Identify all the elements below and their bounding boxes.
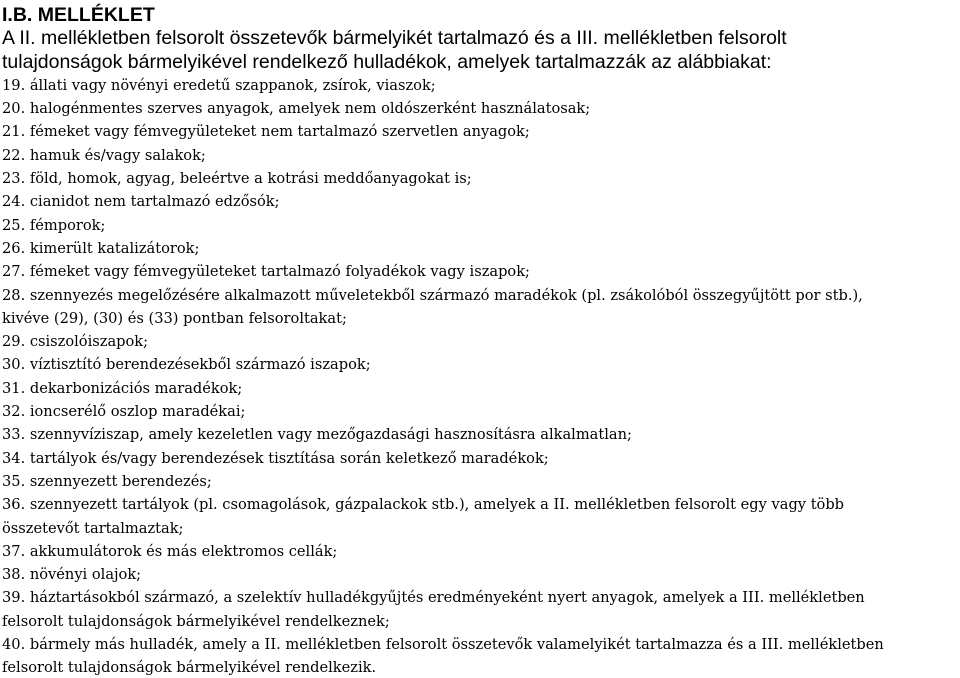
list-item-text: 37. akkumulátorok és más elektromos cellák; [2,542,338,560]
list-item-text: 38. növényi olajok; [2,566,142,584]
list-item [2,237,958,260]
list-item-text: 30. víztisztító berendezésekből származó iszapok; [2,356,371,374]
list-item-text: 36. szennyezett tartályok (pl. csomagolások, gázpalackok stb.), amelyek a II. mellékletben felsorolt egy vagy több [2,496,845,514]
list-item-text: 20. halogénmentes szerves anyagok, amelyek nem oldószerként használatosak; [2,100,591,118]
list-item [2,633,958,678]
list-item [2,377,958,400]
list-item-text: 32. ioncserélő oszlop maradékai; [2,403,246,421]
list-item-text: 24. cianidot nem tartalmazó edzősók; [2,193,280,211]
list-item-text: 35. szennyezett berendezés; [2,472,212,490]
list-item [2,447,958,470]
list-item-text: 31. dekarbonizációs maradékok; [2,379,243,397]
annex-heading: I.B. MELLÉKLET [2,4,155,26]
list-item [2,144,958,167]
list-item [2,493,958,540]
list-item-text: 19. állati vagy növényi eredetű szappanok, zsírok, viaszok; [2,76,436,94]
list-item-text: összetevőt tartalmaztak; [2,519,184,537]
list-item-text: 26. kimerült katalizátorok; [2,239,200,257]
list-item [2,563,958,586]
list-item-text: 40. bármely más hulladék, amely a II. mellékletben felsorolt összetevők valamelyikét tartalmazza és a III. mellékletben [2,636,884,654]
list-item [2,260,958,283]
list-item-text: 21. fémeket vagy fémvegyületeket nem tartalmazó szervetlen anyagok; [2,123,530,141]
list-item-text: 23. föld, homok, agyag, beleértve a kotrási meddőanyagokat is; [2,170,472,188]
list-item-text: 34. tartályok és/vagy berendezések tisztítása során keletkező maradékok; [2,449,549,467]
list-item-text: felsorolt tulajdonságok bármelyikével rendelkeznek; [2,612,390,630]
list-item-text: 39. háztartásokból származó, a szelektív hulladékgyűjtés eredményeként nyert anyagok, amelyek a III. mellékletben [2,589,865,607]
list-item [2,190,958,213]
list-item [2,353,958,376]
list-item [2,284,958,331]
list-item [2,214,958,237]
list-item [2,423,958,446]
list-item-text: 33. szennyvíziszap, amely kezeletlen vagy mezőgazdasági hasznosításra alkalmatlan; [2,426,632,444]
list-item-text: kivéve (29), (30) és (33) pontban felsoroltakat; [2,309,347,327]
list-item [2,540,958,563]
list-item-text: 25. fémporok; [2,216,106,234]
list-item [2,400,958,423]
list-item-text: felsorolt tulajdonságok bármelyikével rendelkezik. [2,659,377,677]
list-item [2,330,958,353]
list-item [2,586,958,633]
list-item-text: 27. fémeket vagy fémvegyületeket tartalmazó folyadékok vagy iszapok; [2,263,530,281]
list-item-text: 28. szennyezés megelőzésére alkalmazott műveletekből származó maradékok (pl. zsákolóból összegyűjtött por stb.), [2,286,863,304]
list-item [2,470,958,493]
list-item [2,120,958,143]
list-item-text: 29. csiszolóiszapok; [2,333,149,351]
intro-paragraph [2,27,958,74]
list-item [2,74,958,97]
list-item [2,167,958,190]
intro-line: tulajdonságok bármelyikével rendelkező hulladékok, amelyek tartalmazzák az alábbiakat: [2,50,772,73]
list-item [2,97,958,120]
list-item-text: 22. hamuk és/vagy salakok; [2,146,206,164]
intro-line: A II. mellékletben felsorolt összetevők bármelyikét tartalmazó és a III. mellékletben felsorolt [2,27,787,50]
waste-item-list [2,74,958,678]
